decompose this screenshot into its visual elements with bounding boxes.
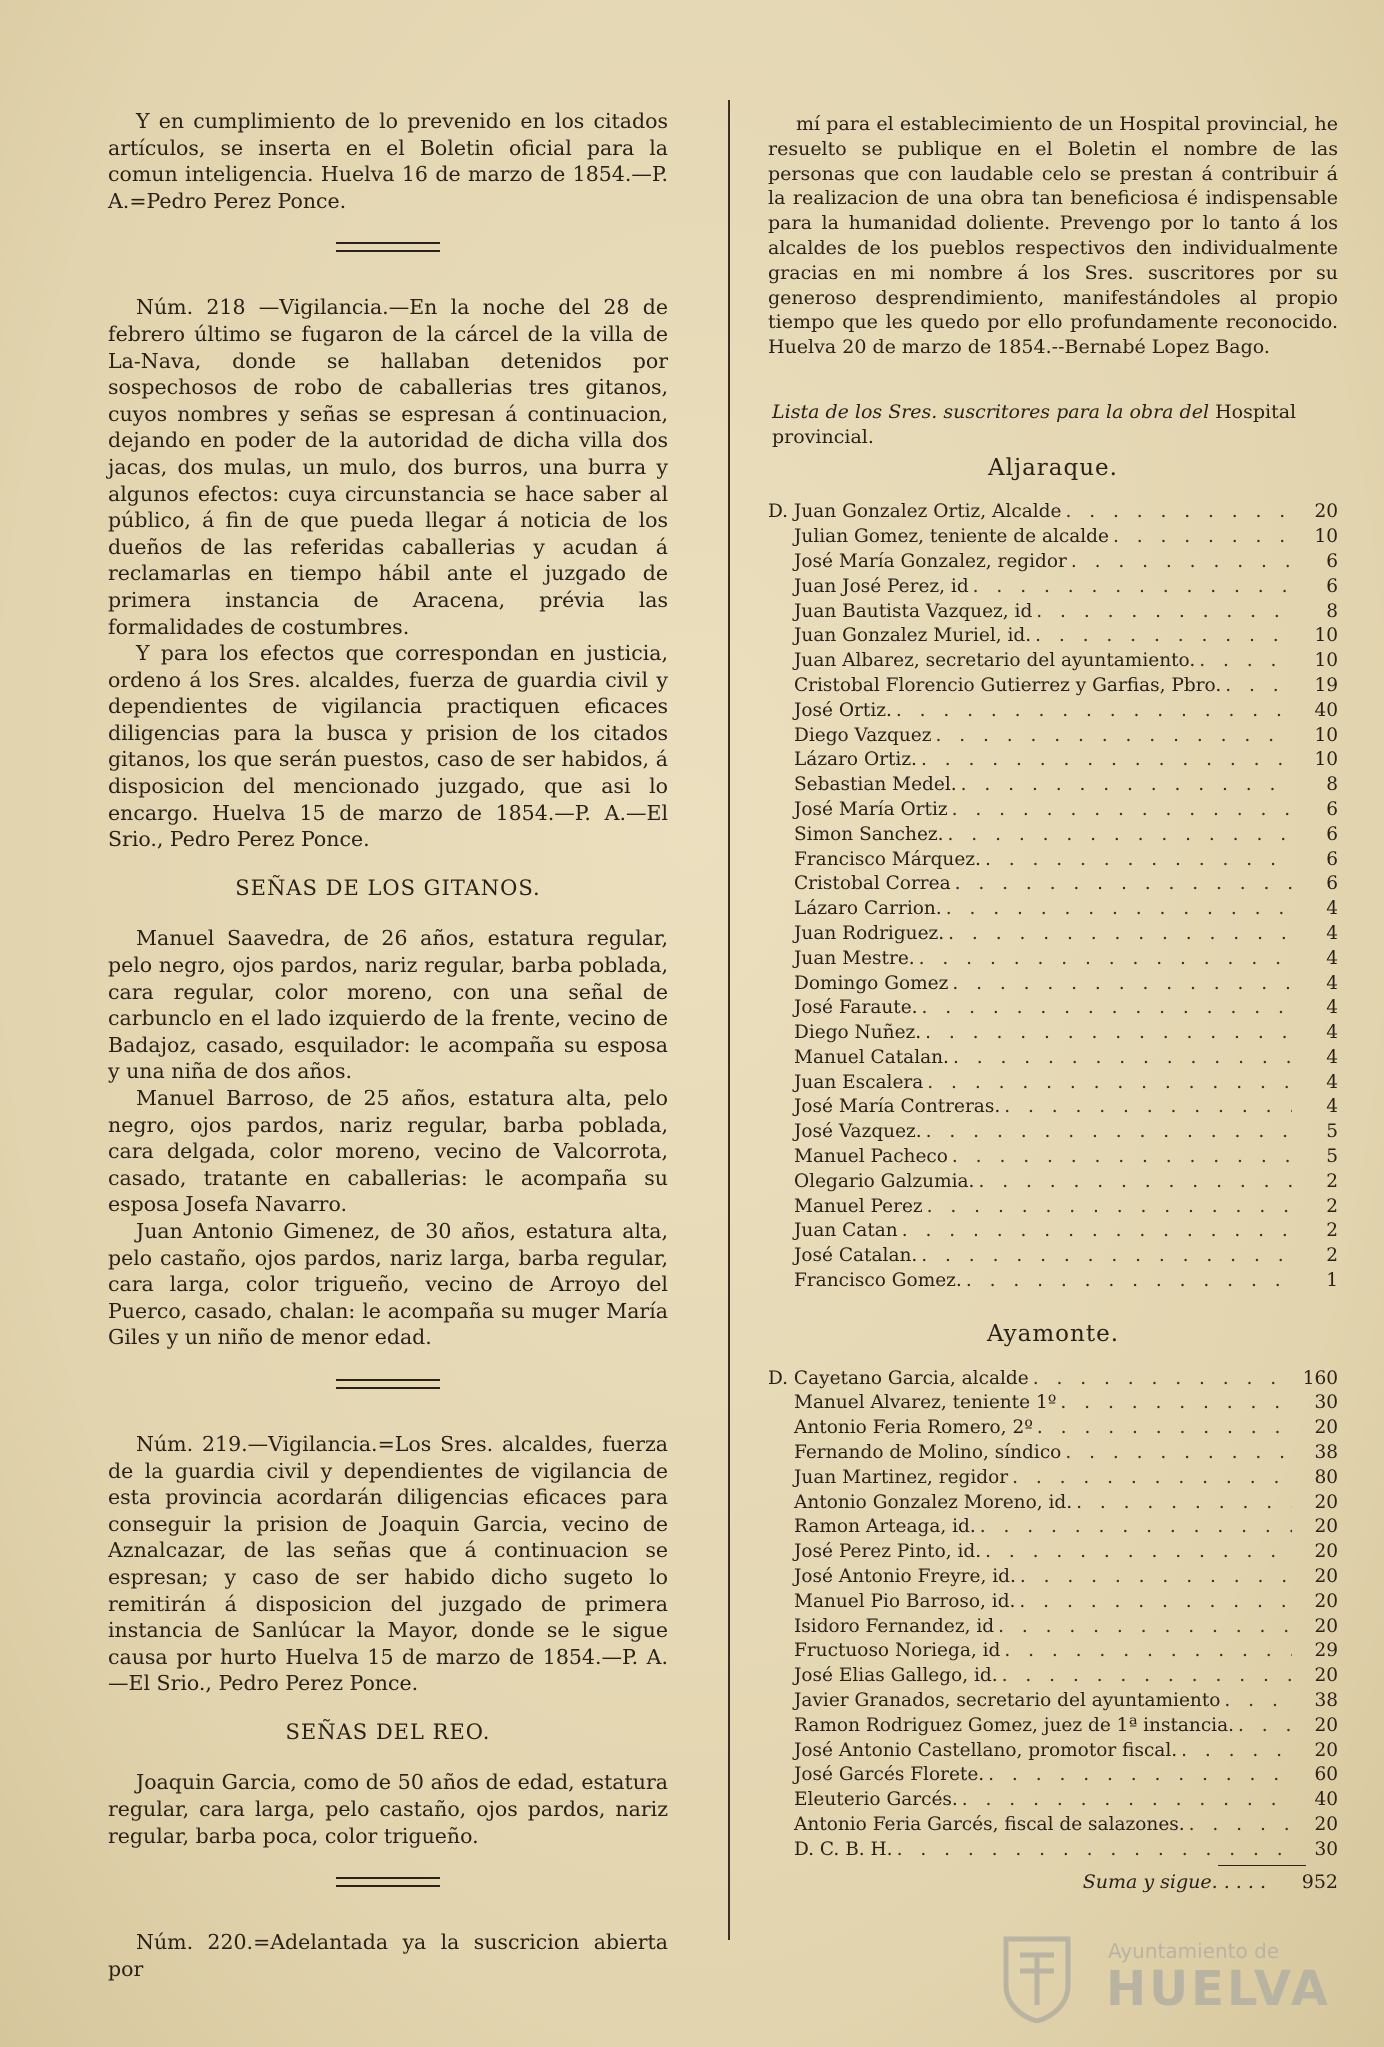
subscriber-row [768, 525, 1338, 550]
subscriber-row [768, 1763, 1338, 1788]
subscriber-amount: 2 [1326, 1220, 1338, 1242]
subscriber-row [768, 1615, 1338, 1640]
notice-218-paragraph-2: Y para los efectos que correspondan en justicia, ordeno á los Sres. alcaldes, fuerza de guardia civil y dependientes de vigilancia practiquen eficaces diligencias para la busca y prision de los citados gitanos, los que serán puestos, caso de ser habidos, á disposicion del mencionado juzgado, que asi lo encargo. Huelva 15 de marzo de 1854.—P. A.—El Srio., Pedro Perez Ponce. [108, 641, 668, 852]
gitano-description-2: Manuel Barroso, de 25 años, estatura alta, pelo negro, ojos pardos, nariz regular, barba poblada, cara delgada, color moreno, vecino de Valcorrota, casado, tratante en caballerias: le acompaña su esposa Josefa Navarro. [108, 1086, 668, 1217]
column-divider [728, 100, 730, 1940]
subscriber-name: D. Juan Gonzalez Ortiz, Alcalde [768, 501, 1062, 523]
subscriber-name: Juan Mestre. [794, 947, 915, 969]
subscriber-name: Lázaro Ortiz. [794, 749, 917, 771]
leader-dots [1037, 1416, 1292, 1441]
subscriber-row [768, 550, 1338, 575]
subscriber-row [768, 748, 1338, 773]
subscriber-name: Isidoro Fernandez, id [794, 1615, 995, 1637]
subscriber-row [768, 649, 1338, 674]
subscriber-name: Antonio Gonzalez Moreno, id. [794, 1491, 1073, 1513]
subscriber-amount: 4 [1326, 1071, 1338, 1093]
subscriber-name: D. C. B. H. [794, 1838, 893, 1860]
subscriber-row [768, 1639, 1338, 1664]
shield-icon [1002, 1935, 1072, 2023]
subscriber-name: Juan Catan [794, 1220, 898, 1242]
subscriber-row [768, 1714, 1338, 1739]
subscriber-row [768, 1219, 1338, 1244]
subscriber-amount: 10 [1314, 724, 1338, 746]
subscriber-row [768, 1491, 1338, 1516]
ayamonte-subscriber-list [768, 1367, 1338, 1863]
subscriber-row [768, 1739, 1338, 1764]
subscriber-name: José Catalan. [794, 1245, 918, 1267]
subscriber-row [768, 1565, 1338, 1590]
subscriber-row [768, 1120, 1338, 1145]
subscriber-amount: 20 [1314, 1541, 1338, 1563]
subscriber-row [768, 922, 1338, 947]
subscriber-name: Lázaro Carrion. [794, 898, 942, 920]
subscriber-row [768, 724, 1338, 749]
intro-paragraph: Y en cumplimiento de lo prevenido en los citados artículos, se inserta en el Boletin oficial para la comun inteligencia. Huelva 16 de marzo de 1854.—P. A.=Pedro Perez Ponce. [108, 109, 668, 213]
leader-dots [926, 1120, 1292, 1145]
leader-dots [962, 1788, 1292, 1813]
subscriber-name: José Perez Pinto, id. [794, 1541, 982, 1563]
subscriber-amount: 10 [1314, 625, 1338, 647]
list-title-italic: Lista de los Sres. suscritores para la obra del [772, 400, 1210, 423]
subscriber-amount: 20 [1314, 1417, 1338, 1439]
subscriber-amount: 60 [1314, 1764, 1338, 1786]
subscriber-amount: 6 [1326, 848, 1338, 870]
subscriber-row [768, 798, 1338, 823]
subscriber-name: Cristobal Florencio Gutierrez y Garfias, Pbro. [794, 674, 1222, 696]
subscriber-amount: 1 [1326, 1270, 1338, 1292]
leader-dots [948, 823, 1292, 848]
sum-line [768, 1870, 1338, 1895]
subscriber-row [768, 1466, 1338, 1491]
subscriber-amount: 4 [1326, 947, 1338, 969]
gitanos-heading: SEÑAS DE LOS GITANOS. [235, 875, 541, 900]
leader-dots [946, 897, 1292, 922]
leader-dots [952, 972, 1292, 997]
subscriber-row [768, 600, 1338, 625]
subscriber-name: Fernando de Molino, síndico [794, 1442, 1062, 1464]
subscriber-amount: 4 [1326, 922, 1338, 944]
subscriber-name: Olegario Galzumia. [794, 1170, 975, 1192]
subscriber-list-title [772, 400, 1338, 450]
reo-description: Joaquin Garcia, como de 50 años de edad, estatura regular, cara larga, pelo castaño, ojos pardos, nariz regular, barba poca, color trigueño. [108, 1770, 668, 1848]
subscriber-row [768, 872, 1338, 897]
leader-dots [1225, 674, 1292, 699]
leader-dots [921, 1244, 1292, 1269]
leader-dots [1036, 600, 1292, 625]
subscriber-name: José Antonio Castellano, promotor fiscal. [794, 1739, 1178, 1761]
subscriber-name: Javier Granados, secretario del ayuntamiento [794, 1690, 1221, 1712]
aljaraque-subscriber-list [768, 500, 1338, 1294]
sum-value: 952 [1301, 1870, 1338, 1893]
subscriber-amount: 20 [1314, 1665, 1338, 1687]
subscriber-name: Juan Bautista Vazquez, id [794, 600, 1033, 622]
leader-dots [919, 947, 1292, 972]
subscriber-row [768, 1071, 1338, 1096]
subscriber-amount: 4 [1326, 1022, 1338, 1044]
subscriber-amount: 2 [1326, 1245, 1338, 1267]
sum-rule [1218, 1865, 1306, 1866]
subscriber-name: Juan Escalera [794, 1071, 924, 1093]
leader-dots [1019, 1590, 1292, 1615]
subscriber-row [768, 947, 1338, 972]
separator-rule [336, 1379, 440, 1389]
subscriber-amount: 38 [1314, 1690, 1338, 1712]
subscriber-name: Diego Vazquez [794, 724, 932, 746]
subscriber-row [768, 575, 1338, 600]
subscriber-row [768, 848, 1338, 873]
subscriber-name: José Elias Gallego, id. [794, 1665, 998, 1687]
subscriber-amount: 160 [1302, 1367, 1338, 1389]
left-column [108, 108, 668, 1982]
subscriber-name: José Garcés Florete. [794, 1764, 985, 1786]
subscriber-row [768, 1788, 1338, 1813]
subscriber-row [768, 1244, 1338, 1269]
leader-dots [935, 724, 1292, 749]
subscriber-amount: 4 [1326, 1096, 1338, 1118]
leader-dots [998, 1615, 1292, 1640]
subscriber-name: José Antonio Freyre, id. [794, 1566, 1016, 1588]
leader-dots [1189, 1813, 1292, 1838]
subscriber-row [768, 500, 1338, 525]
subscriber-amount: 20 [1314, 1566, 1338, 1588]
leader-dots [897, 1838, 1292, 1863]
subscriber-amount: 40 [1314, 1789, 1338, 1811]
leader-dots [955, 872, 1292, 897]
subscriber-name: Juan Rodriguez. [794, 922, 945, 944]
subscriber-row [768, 1664, 1338, 1689]
subscriber-amount: 6 [1326, 575, 1338, 597]
subscriber-amount: 20 [1314, 1739, 1338, 1761]
subscriber-amount: 4 [1326, 997, 1338, 1019]
subscriber-amount: 6 [1326, 550, 1338, 572]
leader-dots [921, 748, 1292, 773]
leader-dots [1002, 1664, 1292, 1689]
subscriber-row [768, 1170, 1338, 1195]
subscriber-name: Manuel Pio Barroso, id. [794, 1590, 1016, 1612]
leader-dots [978, 1170, 1292, 1195]
subscriber-row [768, 1269, 1338, 1294]
subscriber-amount: 30 [1314, 1392, 1338, 1414]
leader-dots [973, 575, 1292, 600]
subscriber-row [768, 1441, 1338, 1466]
subscriber-row [768, 1145, 1338, 1170]
leader-dots [922, 996, 1292, 1021]
subscriber-row [768, 1095, 1338, 1120]
leader-dots [925, 1021, 1292, 1046]
subscriber-amount: 19 [1314, 674, 1338, 696]
subscriber-name: Francisco Gomez. [794, 1270, 962, 1292]
subscriber-name: Diego Nuñez. [794, 1022, 922, 1044]
leader-dots [1113, 525, 1292, 550]
subscriber-amount: 10 [1314, 526, 1338, 548]
list-title-rest: Hospital provincial. [772, 400, 1297, 448]
leader-dots [980, 1515, 1292, 1540]
leader-dots [1224, 1689, 1292, 1714]
subscriber-row [768, 1195, 1338, 1220]
notice-220-paragraph: Núm. 220.=Adelantada ya la suscricion abierta por [108, 1930, 668, 1981]
subscriber-name: Ramon Arteaga, id. [794, 1516, 976, 1538]
subscriber-amount: 20 [1314, 1814, 1338, 1835]
leader-dots [1020, 1565, 1292, 1590]
leader-dots [961, 773, 1292, 798]
subscriber-row [768, 1813, 1338, 1838]
town-heading-ayamonte: Ayamonte. [986, 1320, 1120, 1347]
subscriber-row [768, 1391, 1338, 1416]
subscriber-name: Juan Albarez, secretario del ayuntamiento. [794, 650, 1196, 672]
subscriber-amount: 38 [1314, 1442, 1338, 1464]
subscriber-name: José Vazquez. [794, 1121, 922, 1143]
gitano-description-3: Juan Antonio Gimenez, de 30 años, estatura alta, pelo castaño, ojos pardos, nariz larga, barba regular, cara larga, color trigueño, vecino de Arroyo del Puerco, casado, chalan: le acompaña su muger María Giles y un niño de menor edad. [108, 1218, 668, 1350]
subscriber-name: José Faraute. [794, 997, 918, 1019]
subscriber-amount: 2 [1326, 1195, 1338, 1217]
gitano-description-1: Manuel Saavedra, de 26 años, estatura regular, pelo negro, ojos pardos, nariz regular, barba poblada, cara regular, color moreno, con una señal de carbunclo en el lado izquierdo de la frente, vecino de Badajoz, casado, esquilador: le acompaña su esposa y una niña de dos años. [108, 926, 668, 1084]
subscriber-amount: 10 [1314, 650, 1338, 672]
leader-dots [1033, 1367, 1292, 1392]
leader-dots [952, 1145, 1292, 1170]
subscriber-amount: 6 [1326, 823, 1338, 845]
reo-heading: SEÑAS DEL REO. [285, 1719, 491, 1744]
leader-dots [1004, 1095, 1292, 1120]
subscriber-row [768, 674, 1338, 699]
subscriber-name: José Ortiz. [794, 699, 892, 721]
subscriber-name: José María Gonzalez, regidor [794, 550, 1067, 572]
subscriber-name: Juan José Perez, id [794, 575, 969, 597]
leader-dots [952, 798, 1292, 823]
watermark-line-2: HUELVA [1106, 1961, 1331, 2017]
leader-dots [953, 1046, 1292, 1071]
subscriber-name: Simon Sanchez. [794, 823, 944, 845]
subscriber-row [768, 1515, 1338, 1540]
subscriber-amount: 80 [1314, 1466, 1338, 1488]
subscriber-name: Sebastian Medel. [794, 774, 957, 796]
town-heading-aljaraque: Aljaraque. [988, 454, 1118, 481]
subscriber-row [768, 1540, 1338, 1565]
subscriber-row [768, 1416, 1338, 1441]
subscriber-amount: 20 [1314, 1590, 1338, 1612]
subscriber-amount: 10 [1314, 749, 1338, 771]
subscriber-name: José María Contreras. [794, 1096, 1001, 1118]
watermark-line-1: Ayuntamiento de [1108, 1939, 1280, 1963]
notice-219-paragraph: Núm. 219.—Vigilancia.=Los Sres. alcaldes, fuerza de la guardia civil y dependientes de vigilancia de esta provincia acordarán diligencias eficaces para conseguir la prision de Joaquin Garcia, vecino de Aznalcazar, de las señas que á continuacion se espresan; y caso de ser habido dicho sugeto lo remitirán á disposicion del juzgado de primera instancia de Sanlúcar la Mayor, donde se le sigue causa por hurto Huelva 15 de marzo de 1854.—P. A.—El Srio., Pedro Perez Ponce. [108, 1431, 668, 1696]
subscriber-name: Julian Gomez, teniente de alcalde [794, 526, 1109, 548]
subscriber-amount: 20 [1314, 501, 1338, 523]
subscriber-amount: 4 [1326, 898, 1338, 920]
leader-dots [1065, 500, 1292, 525]
subscriber-name: Manuel Pacheco [794, 1146, 948, 1168]
subscriber-amount: 30 [1314, 1838, 1338, 1860]
subscriber-row [768, 1367, 1338, 1392]
leader-dots [902, 1219, 1292, 1244]
separator-rule [336, 1877, 440, 1887]
subscriber-amount: 2 [1326, 1170, 1338, 1192]
subscriber-row [768, 972, 1338, 997]
leader-dots [1004, 1639, 1292, 1664]
subscriber-name: Ramon Rodriguez Gomez, juez de 1ª instancia. [794, 1714, 1235, 1736]
leader-dots [927, 1195, 1292, 1220]
subscriber-name: Manuel Alvarez, teniente 1º [794, 1392, 1057, 1414]
subscriber-amount: 20 [1314, 1491, 1338, 1513]
subscriber-name: Eleuterio Garcés. [794, 1789, 958, 1811]
subscriber-name: Cristobal Correa [794, 873, 951, 895]
subscriber-amount: 4 [1326, 1046, 1338, 1068]
subscriber-name: Fructuoso Noriega, id [794, 1640, 1001, 1662]
leader-dots [1238, 1714, 1292, 1739]
leader-dots [1199, 649, 1292, 674]
subscriber-row [768, 897, 1338, 922]
subscriber-row [768, 996, 1338, 1021]
watermark [1002, 1935, 1331, 2025]
subscriber-amount: 4 [1326, 972, 1338, 994]
subscriber-name: D. Cayetano Garcia, alcalde [768, 1367, 1029, 1389]
sum-label: Suma y sigue. . . . . [1082, 1870, 1266, 1893]
subscriber-name: Manuel Perez [794, 1195, 923, 1217]
subscriber-row [768, 773, 1338, 798]
subscriber-name: Juan Gonzalez Muriel, id. [794, 625, 1032, 647]
subscriber-name: Antonio Feria Romero, 2º [794, 1417, 1033, 1439]
leader-dots [1076, 1491, 1292, 1516]
subscriber-row [768, 1590, 1338, 1615]
subscriber-row [768, 1021, 1338, 1046]
subscriber-name: Francisco Márquez. [794, 848, 981, 870]
subscriber-amount: 20 [1314, 1516, 1338, 1538]
leader-dots [1012, 1466, 1292, 1491]
subscriber-amount: 8 [1326, 774, 1338, 796]
subscriber-name: José María Ortiz [794, 798, 948, 820]
subscriber-row [768, 1046, 1338, 1071]
subscriber-row [768, 699, 1338, 724]
leader-dots [927, 1071, 1292, 1096]
subscriber-name: Manuel Catalan. [794, 1046, 949, 1068]
leader-dots [1035, 624, 1292, 649]
subscriber-row [768, 1838, 1338, 1863]
subscriber-amount: 5 [1326, 1121, 1338, 1143]
subscriber-amount: 40 [1314, 699, 1338, 721]
separator-rule [336, 242, 440, 252]
leader-dots [985, 848, 1292, 873]
subscriber-amount: 6 [1326, 873, 1338, 895]
subscriber-amount: 6 [1326, 798, 1338, 820]
leader-dots [948, 922, 1292, 947]
leader-dots [896, 699, 1292, 724]
subscriber-row [768, 1689, 1338, 1714]
leader-dots [1181, 1739, 1292, 1764]
subscriber-amount: 5 [1326, 1146, 1338, 1168]
subscriber-row [768, 624, 1338, 649]
leader-dots [1065, 1441, 1292, 1466]
subscriber-name: Domingo Gomez [794, 972, 949, 994]
leader-dots [985, 1540, 1292, 1565]
leader-dots [1071, 550, 1292, 575]
subscriber-amount: 20 [1314, 1615, 1338, 1637]
leader-dots [988, 1763, 1292, 1788]
subscriber-name: Antonio Feria Garcés, fiscal de salazones. [794, 1814, 1185, 1835]
subscriber-name: Juan Martinez, regidor [794, 1466, 1009, 1488]
subscriber-row [768, 823, 1338, 848]
right-column [768, 112, 1338, 1894]
continuation-paragraph: mí para el establecimiento de un Hospital provincial, he resuelto se publique en el Boletin el nombre de las personas que con laudable celo se prestan á contribuir á la realizacion de una obra tan beneficiosa é indispensable para la humanidad doliente. Prevengo por lo tanto á los alcaldes de los pueblos respectivos den individualmente gracias en mi nombre á los Sres. suscritores por su generoso desprendimiento, manifestándoles al propio tiempo que les quedo por ello profundamente reconocido. Huelva 20 de marzo de 1854.--Bernabé Lopez Bago. [768, 113, 1338, 359]
subscriber-amount: 8 [1326, 600, 1338, 622]
subscriber-amount: 20 [1314, 1714, 1338, 1736]
leader-dots [1060, 1391, 1292, 1416]
subscriber-amount: 29 [1314, 1640, 1338, 1662]
leader-dots [966, 1269, 1292, 1294]
notice-218-paragraph-1: Núm. 218 —Vigilancia.—En la noche del 28 de febrero último se fugaron de la cárcel de la villa de La-Nava, donde se hallaban detenidos por sospechosos de robo de caballerias tres gitanos, cuyos nombres y señas se espresan á continuacion, dejando en poder de la autoridad de dicha villa dos jacas, dos mulas, un mulo, dos burros, una burra y algunos efectos: cuya circunstancia se hace saber al público, á fin de que pueda llegar á noticia de los dueños de las referidas caballerias y acudan á reclamarlas en tiempo hábil ante el juzgado de primera instancia de Aracena, prévia las formalidades de costumbres. [108, 295, 668, 639]
